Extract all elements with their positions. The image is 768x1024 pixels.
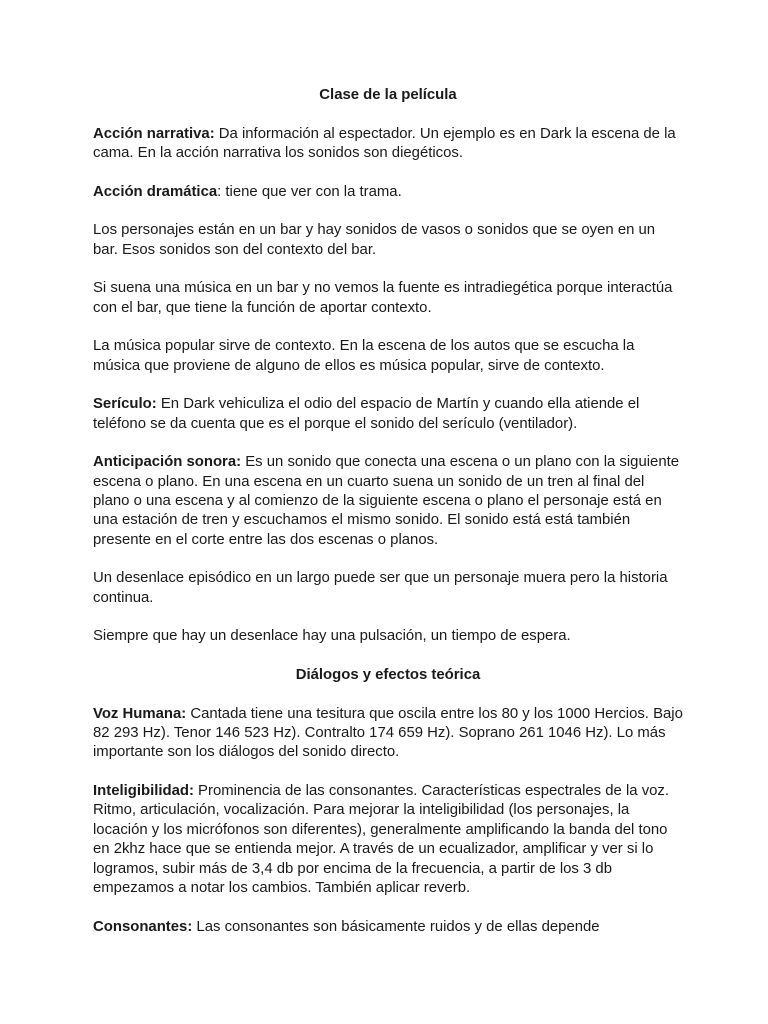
paragraph-sericulo xyxy=(93,395,683,434)
section-title-clase: Clase de la película xyxy=(319,87,457,103)
definition-inteligibilidad: Prominencia de las consonantes. Características espectrales de la voz. Ritmo, articulación, vocalización. Para mejorar la inteligibilidad (los personajes, la locación y los micrófonos son diferentes), generalmente amplificando la banda del tono en 2khz hace que se entienda mejor. A través de un ecualizador, amplificar y ver si lo logramos, subir más de 3,4 db por encima de la frecuencia, a partir de los 3 db empezamos a notar los cambios. También aplicar reverb. xyxy=(93,783,670,897)
term-voz-humana: Voz Humana: xyxy=(93,705,187,722)
paragraph-musica-popular: La música popular sirve de contexto. En la escena de los autos que se escucha la música que proviene de alguno de ellos es música popular, sirve de contexto. xyxy=(93,338,635,374)
definition-accion-dramatica: : tiene que ver con la trama. xyxy=(217,183,402,200)
paragraph-desenlace: Un desenlace episódico en un largo puede ser que un personaje muera pero la historia continua. xyxy=(93,570,668,606)
paragraph-anticipacion-sonora xyxy=(93,453,683,550)
paragraph-musica-bar: Si suena una música en un bar y no vemos la fuente es intradiegética porque interactúa con el bar, que tiene la función de aportar contexto. xyxy=(93,280,673,316)
paragraph-accion-dramatica xyxy=(93,183,683,202)
term-consonantes: Consonantes: xyxy=(93,918,193,935)
term-sericulo: Serículo: xyxy=(93,396,157,413)
definition-accion-narrativa: Da información al espectador. Un ejemplo es en Dark la escena de la cama. En la acción narrativa los sonidos son diegéticos. xyxy=(93,125,676,161)
term-accion-dramatica: Acción dramática xyxy=(93,183,218,200)
paragraph-voz-humana xyxy=(93,705,683,763)
paragraph-accion-narrativa xyxy=(93,125,683,164)
document-page xyxy=(93,86,683,937)
paragraph-personajes-bar: Los personajes están en un bar y hay sonidos de vasos o sonidos que se oyen en un bar. Esos sonidos son del contexto del bar. xyxy=(93,222,656,258)
definition-anticipacion-sonora: Es un sonido que conecta una escena o un plano con la siguiente escena o plano. En una escena en un cuarto suena un sonido de un tren al final del plano o una escena y al comienzo de la siguiente escena o plano el personaje está en una estación de tren y escuchamos el mismo sonido. El sonido está está también presente en el corte entre las dos escenas o planos. xyxy=(93,454,680,548)
paragraph-consonantes xyxy=(93,918,683,937)
paragraph-pulsacion: Siempre que hay un desenlace hay una pulsación, un tiempo de espera. xyxy=(93,628,571,645)
definition-consonantes: Las consonantes son básicamente ruidos y de ellas depende xyxy=(192,918,600,935)
term-anticipacion-sonora: Anticipación sonora: xyxy=(93,454,242,471)
term-accion-narrativa: Acción narrativa: xyxy=(93,125,215,142)
definition-sericulo: En Dark vehiculiza el odio del espacio de Martín y cuando ella atiende el teléfono se da cuenta que es el porque el sonido del serículo (ventilador). xyxy=(93,396,640,432)
term-inteligibilidad: Inteligibilidad: xyxy=(93,783,194,799)
definition-voz-humana: Cantada tiene una tesitura que oscila entre los 80 y los 1000 Hercios. Bajo 82 293 Hz). Tenor 146 523 Hz). Contralto 174 659 Hz). Soprano 261 1046 Hz). Lo más importante son los diálogos del sonido directo. xyxy=(93,705,683,761)
paragraph-inteligibilidad xyxy=(93,782,683,898)
section-title-dialogos: Diálogos y efectos teórica xyxy=(295,667,481,683)
